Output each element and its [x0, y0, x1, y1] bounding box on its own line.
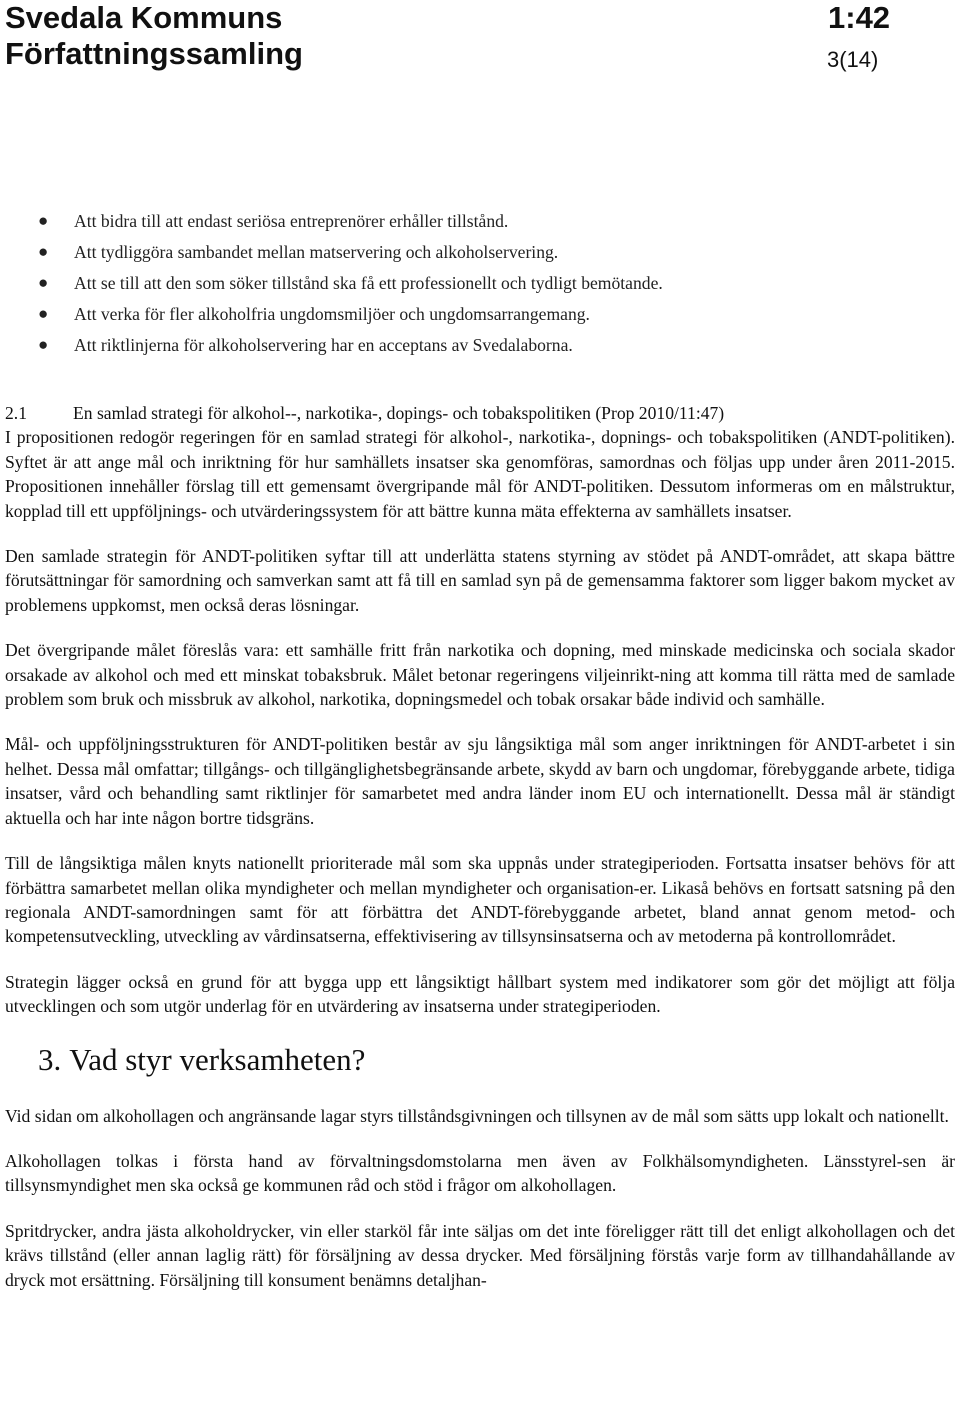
bullet-dot-icon: ● [38, 273, 49, 292]
bullet-item [0, 331, 950, 362]
goal-bullet-list [0, 207, 950, 362]
body-paragraph: Till de långsiktiga målen knyts nationellt prioriterade mål som ska uppnås under strategiperioden. Fortsatta insatser behövs för att förbättra samarbetet mellan olika myndigheter och mellan myndigheter och organisation-er. Likaså behövs en fortsatt satsning på den regionala ANDT-samordningen samt för att förbättra det ANDT-förebyggande arbetet, bland annat genom metod- och kompetensutveckling, utveckling av vårdinsatserna, effektivisering av tillsynsinsatserna och av metoderna på kontrollområdet. [5, 853, 955, 947]
chapter-number: 3. [38, 1041, 62, 1077]
bullet-dot-icon: ● [38, 304, 49, 323]
section-intro-paragraph: I propositionen redogör regeringen för en samlad strategi för alkohol-, narkotika-, dopnings- och tobakspolitiken (ANDT-politiken). Syftet är att ange mål och inriktning för hur samhällets insatser ska genomföras, samordnas och följas upp under åren 2011-2015. Propositionen innehåller förslag till ett gemensamt övergripande mål för ANDT-politiken. Dessutom informeras om en målstruktur, kopplad till ett uppföljnings- och utvärderingssystem för att bättre kunna mäta effekterna av samhällets insatser. [5, 427, 955, 521]
bullet-text: Att bidra till att endast seriösa entreprenörer erhåller tillstånd. [74, 211, 509, 231]
bullet-dot-icon: ● [38, 335, 49, 354]
bullet-item [0, 300, 950, 331]
bullet-item [0, 207, 950, 238]
body-paragraph: Mål- och uppföljningsstrukturen för ANDT-politiken består av sju långsiktiga mål som anger inriktningen för ANDT-arbetet i sin helhet. Dessa mål omfattar; tillgångs- och tillgänglighetsbegränsande arbete, skydd av barn och ungdomar, förebyggande arbete, tidiga insatser, vård och behandling samt riktlinjer för samarbetet med andra länder inom EU och internationellt. Dessa mål är ständigt aktuella och har inte någon bortre tidsgräns. [5, 734, 955, 828]
section-title: En samlad strategi för alkohol--, narkotika-, dopings- och tobakspolitiken (Prop 2010/11:47) [73, 403, 725, 423]
body-paragraph: Strategin lägger också en grund för att bygga upp ett långsiktigt hållbart system med indikatorer som gör det möjligt att följa utvecklingen och som utgör underlag för en utvärdering av insatserna under strategiperioden. [5, 971, 955, 1017]
header-collection: Författningssamling [5, 36, 303, 71]
body-paragraph: Den samlade strategin för ANDT-politiken syftar till att underlätta statens styrning av stödet på ANDT-området, att skapa bättre förutsättningar för samordning och samverkan samt att få till en samlad syn på de gemensamma faktorer som ligger bakom mycket av problemens uppkomst, men också deras lösningar. [5, 546, 955, 615]
body-paragraph: Vid sidan om alkohollagen och angränsande lagar styrs tillståndsgivningen och tillsynen av de mål som sätts upp lokalt och nationellt. [5, 1105, 949, 1126]
body-paragraph: Spritdrycker, andra jästa alkoholdrycker, vin eller starköl får inte säljas om det inte föreligger rätt till det enligt alkohollagen och det krävs tillstånd (eller annan laglig rätt) för försäljning av dessa drycker. Med försäljning förstås varje form av tillhandahållande av dryck mot ersättning. Försäljning till konsument benämns detaljhan- [5, 1220, 955, 1290]
chapter-heading [38, 1040, 955, 1080]
bullet-dot-icon: ● [38, 242, 49, 261]
bullet-text: Att se till att den som söker tillstånd ska få ett professionellt och tydligt bemötande. [74, 273, 663, 293]
header-page-number: 3(14) [827, 47, 879, 72]
chapter-title: Vad styr verksamheten? [69, 1041, 366, 1077]
body-paragraph: Alkohollagen tolkas i första hand av förvaltningsdomstolarna men även av Folkhälsomyndigheten. Länsstyrel-sen är tillsynsmyndighet men ska också ge kommunen råd och stöd i frågor om alkohollagen. [5, 1150, 955, 1196]
bullet-dot-icon: ● [38, 211, 49, 230]
bullet-text: Att tydliggöra sambandet mellan matservering och alkoholservering. [74, 242, 559, 262]
header-doc-number: 1:42 [828, 0, 891, 35]
bullet-text: Att verka för fler alkoholfria ungdomsmiljöer och ungdomsarrangemang. [74, 304, 590, 324]
section-number: 2.1 [5, 403, 27, 423]
bullet-item [0, 238, 950, 269]
page-header [5, 0, 955, 80]
bullet-text: Att riktlinjerna för alkoholservering har en acceptans av Svedalaborna. [74, 335, 573, 355]
section-2-1 [5, 401, 955, 523]
header-left [5, 0, 303, 72]
document-body [5, 401, 955, 1313]
bullet-item [0, 269, 950, 300]
body-paragraph: Det övergripande målet föreslås vara: ett samhälle fritt från narkotika och dopning, med minskade medicinska och sociala skador orsakade av alkohol och med ett minskat tobaksbruk. Målet betonar regeringens viljeinrikt-ning att komma till rätta med de samlade problem som bruk och missbruk av alkohol, narkotika, dopningsmedel och tobak orsakar både individ och samhälle. [5, 640, 955, 710]
section-heading [5, 401, 955, 425]
header-org: Svedala Kommuns [5, 0, 283, 35]
